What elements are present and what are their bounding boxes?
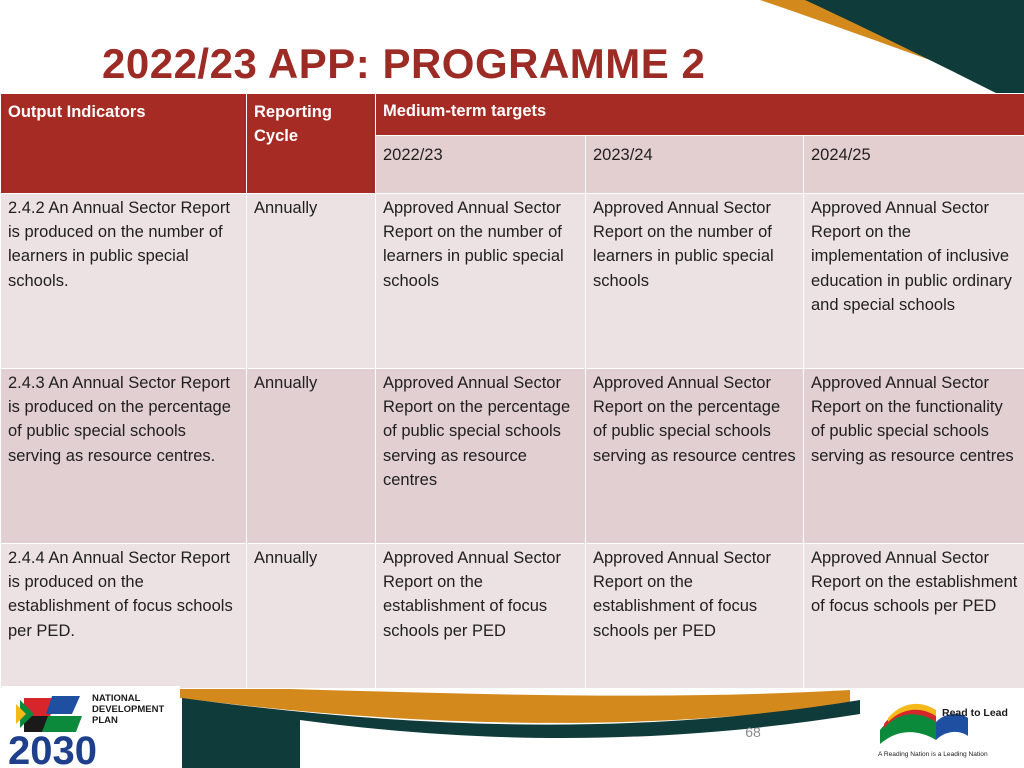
svg-text:PLAN: PLAN <box>92 715 118 726</box>
output-indicator-cell: 2.4.2 An Annual Sector Report is produced on the number of learners in public special schools. <box>1 194 247 369</box>
target-2024-25-cell: Approved Annual Sector Report on the implementation of inclusive education in public ordinary and special schools <box>804 194 1024 369</box>
target-2023-24-cell: Approved Annual Sector Report on the establishment of focus schools per PED <box>586 544 804 689</box>
ndp-2030-logo <box>2 686 180 766</box>
header-year-2023-24: 2023/24 <box>586 136 804 194</box>
target-2023-24-cell: Approved Annual Sector Report on the percentage of public special schools serving as resource centres <box>586 369 804 544</box>
target-2022-23-cell: Approved Annual Sector Report on the percentage of public special schools serving as resource centres <box>376 369 586 544</box>
svg-text:A Reading Nation is a Leading: A Reading Nation is a Leading Nation <box>878 751 988 758</box>
reporting-cycle-cell: Annually <box>247 544 376 689</box>
svg-text:DEVELOPMENT: DEVELOPMENT <box>92 704 165 715</box>
svg-text:NATIONAL: NATIONAL <box>92 693 141 704</box>
header-reporting-cycle: Reporting Cycle <box>247 94 376 194</box>
target-2022-23-cell: Approved Annual Sector Report on the establishment of focus schools per PED <box>376 544 586 689</box>
header-year-2024-25: 2024/25 <box>804 136 1024 194</box>
reporting-cycle-cell: Annually <box>247 369 376 544</box>
slide-title: 2022/23 APP: PROGRAMME 2 <box>102 40 706 87</box>
output-indicator-cell: 2.4.4 An Annual Sector Report is produced on the establishment of focus schools per PED. <box>1 544 247 689</box>
read-to-lead-logo <box>876 700 1016 762</box>
target-2023-24-cell: Approved Annual Sector Report on the number of learners in public special schools <box>586 194 804 369</box>
programme-targets-table <box>0 93 1024 689</box>
target-2024-25-cell: Approved Annual Sector Report on the functionality of public special schools serving as resource centres <box>804 369 1024 544</box>
output-indicator-cell: 2.4.3 An Annual Sector Report is produced on the percentage of public special schools serving as resource centres. <box>1 369 247 544</box>
table-row <box>1 369 1024 544</box>
reporting-cycle-cell: Annually <box>247 194 376 369</box>
svg-text:2030: 2030 <box>8 729 97 766</box>
header-year-2022-23: 2022/23 <box>376 136 586 194</box>
header-output-indicators: Output Indicators <box>1 94 247 194</box>
table-header-row <box>1 94 1024 136</box>
target-2024-25-cell: Approved Annual Sector Report on the establishment of focus schools per PED <box>804 544 1024 689</box>
table-row <box>1 544 1024 689</box>
page-number: 68 <box>745 724 761 740</box>
table-row <box>1 194 1024 369</box>
target-2022-23-cell: Approved Annual Sector Report on the number of learners in public special schools <box>376 194 586 369</box>
header-medium-term-targets: Medium-term targets <box>376 94 1024 136</box>
svg-text:Read to Lead: Read to Lead <box>942 707 1008 719</box>
